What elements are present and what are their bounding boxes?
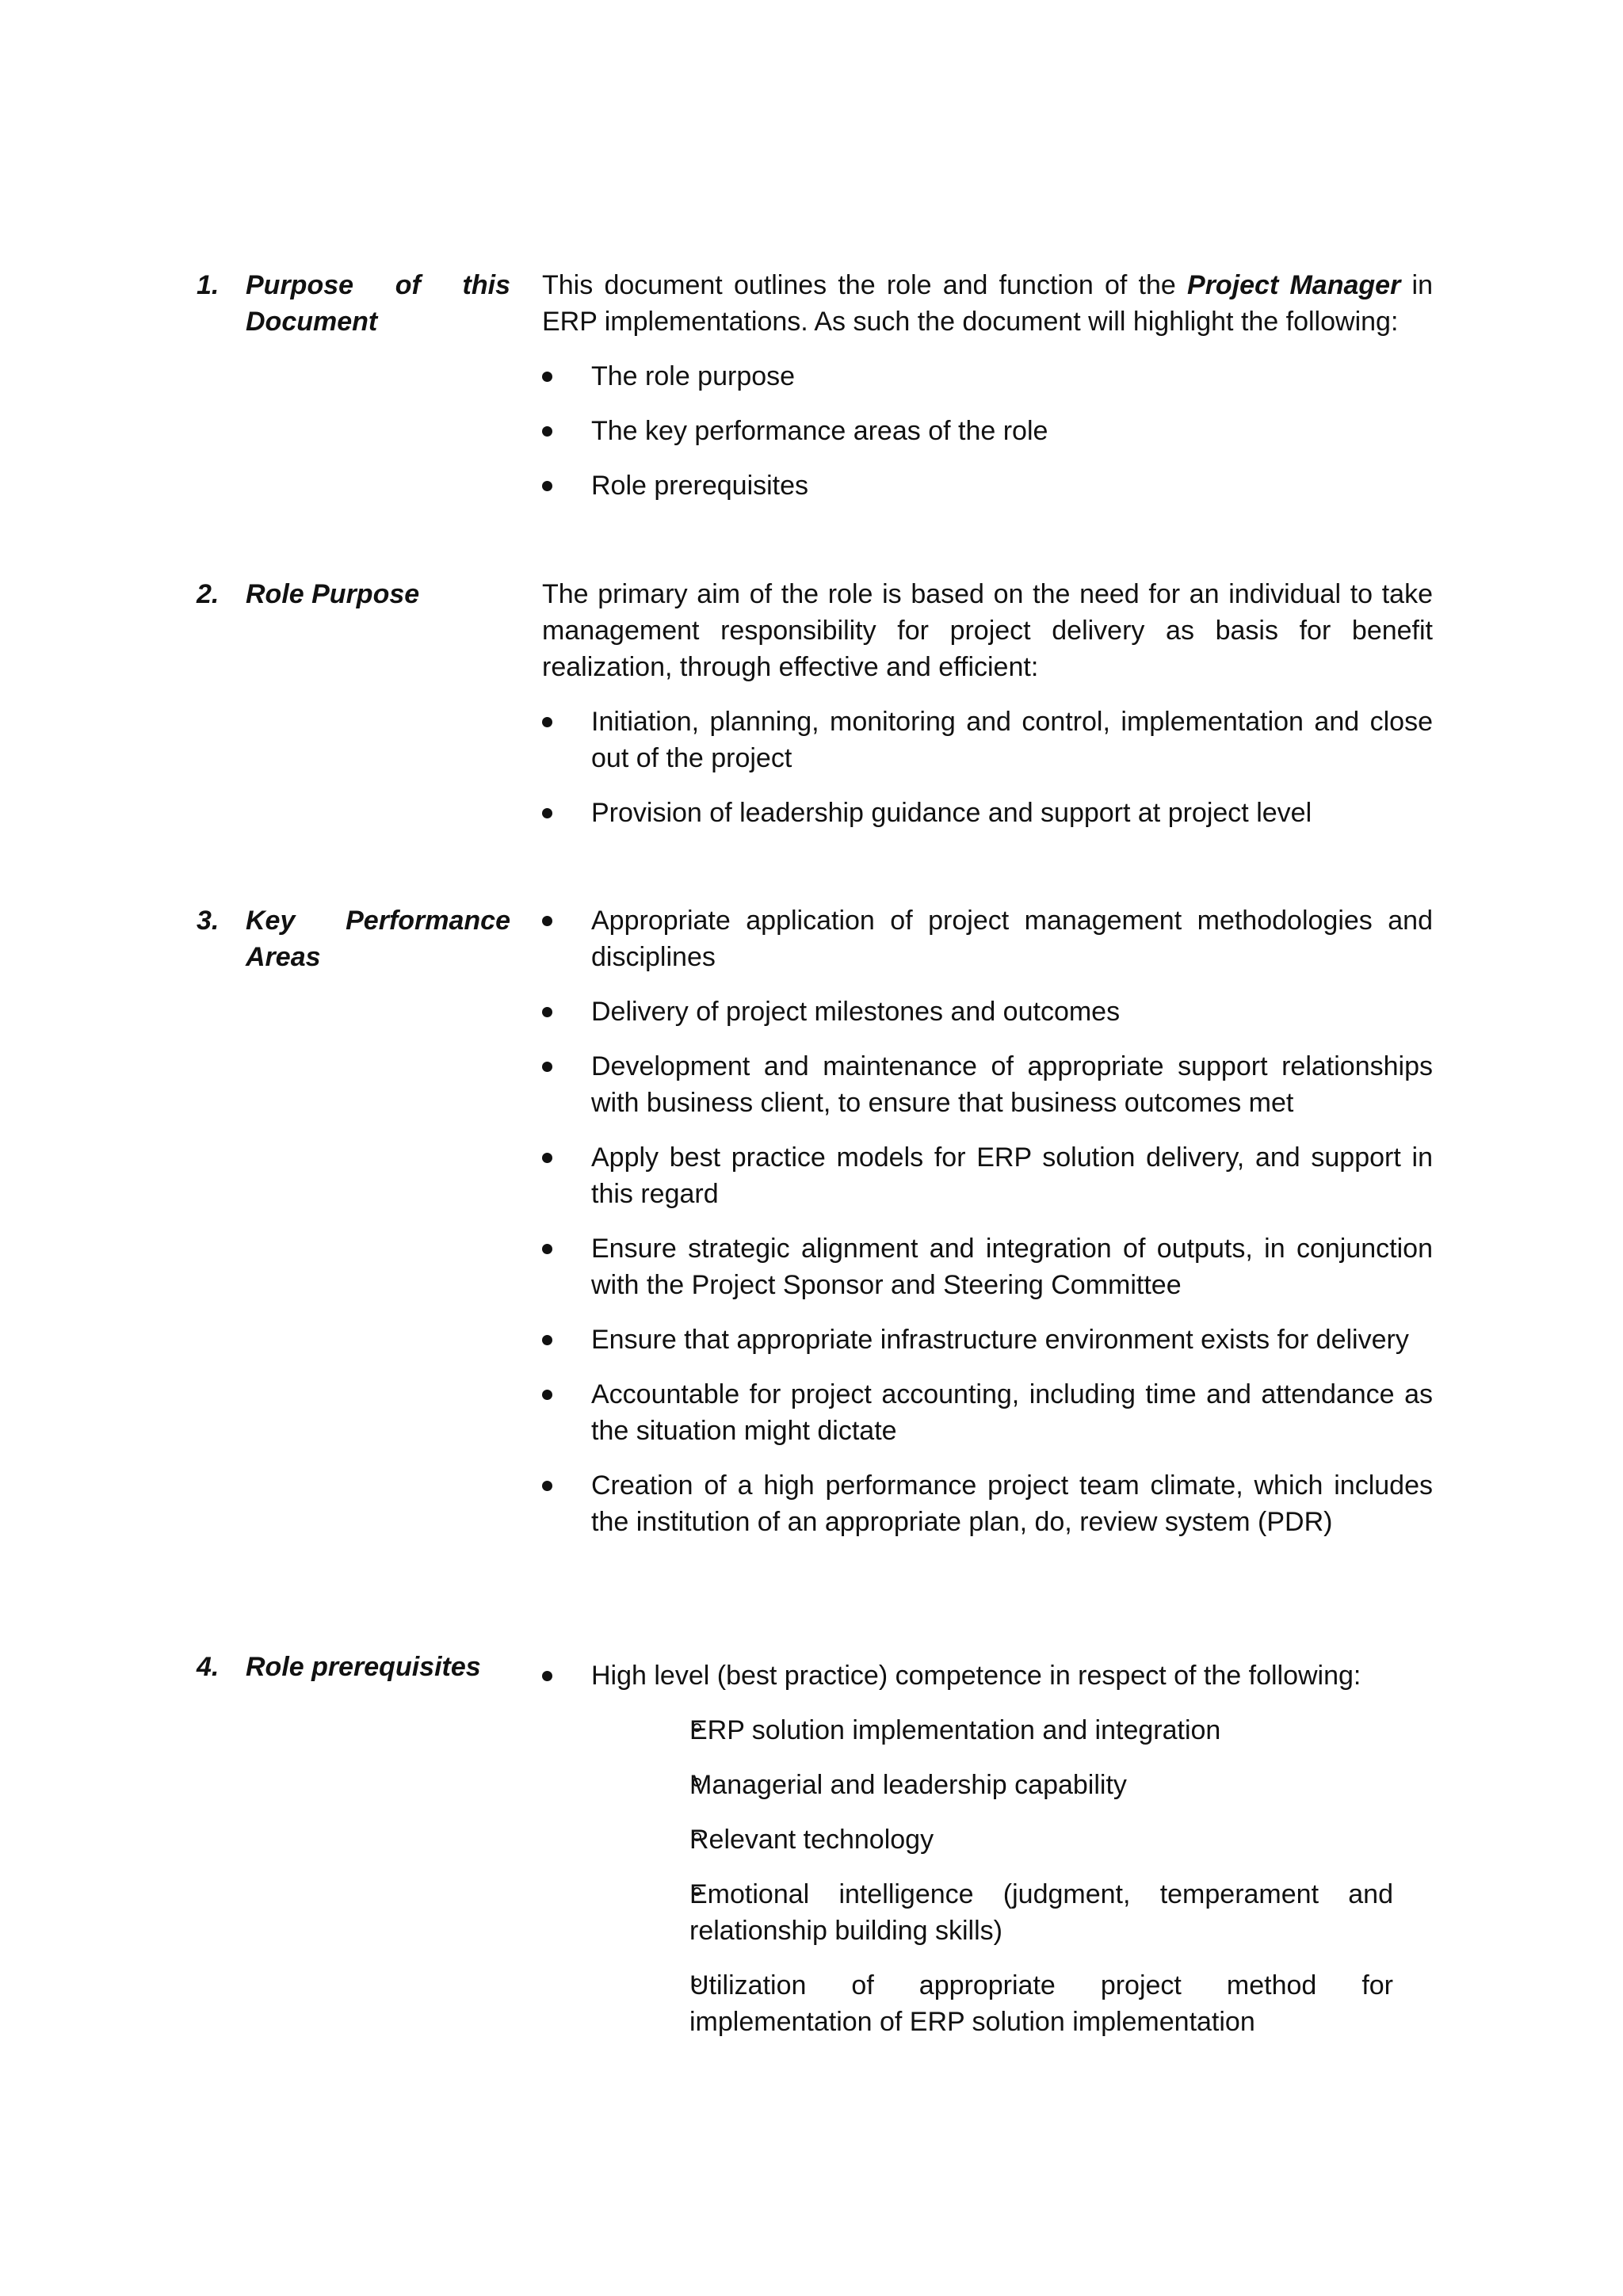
section-body: [542, 902, 1433, 1540]
bullet-icon: [542, 1007, 552, 1017]
bullet-icon: [542, 1481, 552, 1491]
bullet-icon: [542, 1153, 552, 1163]
section-number: 4.: [197, 1652, 220, 1682]
sub-bullet-list: [591, 1712, 1393, 2040]
sub-list-item: [591, 1767, 1393, 1803]
list-item: [542, 467, 1433, 504]
section-heading: [197, 1649, 510, 1685]
list-item-text: High level (best practice) competence in respect of the following:: [591, 1661, 1361, 1691]
list-item-text: The role purpose: [591, 361, 796, 391]
list-item: [542, 1048, 1433, 1121]
sub-list-item-text: Utilization of appropriate project method for implementation of ERP solution implementation: [689, 1970, 1393, 2037]
list-item: [542, 795, 1433, 831]
intro-paragraph: [542, 267, 1433, 340]
list-item-text: Delivery of project milestones and outcomes: [591, 997, 1121, 1027]
bullet-list: [542, 1657, 1433, 1694]
sub-list-item: [591, 1821, 1393, 1858]
bullet-list: [542, 902, 1433, 1540]
list-item: [542, 704, 1433, 776]
circle-bullet-icon: [693, 1833, 701, 1841]
project-manager-emphasis: Project Manager: [1187, 270, 1401, 300]
circle-bullet-icon: [693, 1778, 701, 1787]
list-item: [542, 1322, 1433, 1358]
sub-list-item-text: Relevant technology: [689, 1825, 934, 1855]
list-item-text: Development and maintenance of appropriate support relationships with business client, to ensure that business outcomes met: [591, 1051, 1433, 1118]
intro-text-before: This document outlines the role and function of the: [542, 270, 1188, 300]
list-item-text: The key performance areas of the role: [591, 416, 1048, 446]
sub-list-item: [591, 1712, 1393, 1749]
list-item-text: Accountable for project accounting, including time and attendance as the situation might dictate: [591, 1379, 1433, 1446]
bullet-icon: [542, 1335, 552, 1345]
intro-paragraph: The primary aim of the role is based on the need for an individual to take management responsibility for project delivery as basis for benefit realization, through effective and efficient:: [542, 579, 1433, 682]
circle-bullet-icon: [693, 1723, 701, 1732]
bullet-icon: [542, 717, 552, 727]
sub-list-item: [591, 1967, 1393, 2040]
list-item: [542, 1376, 1433, 1449]
bullet-icon: [542, 916, 552, 926]
bullet-icon: [542, 372, 552, 382]
bullet-icon: [542, 1062, 552, 1072]
list-item: [542, 1139, 1433, 1212]
circle-bullet-icon: [693, 1887, 701, 1896]
list-item-text: Creation of a high performance project team climate, which includes the institution of an appropriate plan, do, review system (PDR): [591, 1470, 1433, 1537]
bullet-list: [542, 358, 1433, 504]
section-number: 1.: [197, 270, 220, 300]
sub-list-item-text: Emotional intelligence (judgment, temperament and relationship building skills): [689, 1879, 1393, 1946]
section-title: Role Purpose: [246, 579, 420, 609]
list-item: [542, 358, 1433, 395]
list-item-text: Role prerequisites: [591, 471, 809, 501]
list-item: [542, 413, 1433, 449]
bullet-icon: [542, 426, 552, 437]
list-item-text: Apply best practice models for ERP solution delivery, and support in this regard: [591, 1142, 1433, 1209]
bullet-icon: [542, 1244, 552, 1254]
section-body: [542, 1657, 1433, 2040]
list-item-text: Ensure that appropriate infrastructure environment exists for delivery: [591, 1325, 1409, 1355]
list-item-text: Initiation, planning, monitoring and control, implementation and close out of the project: [591, 707, 1433, 773]
bullet-icon: [542, 1671, 552, 1681]
list-item: [542, 994, 1433, 1030]
list-item-text: Provision of leadership guidance and support at project level: [591, 798, 1312, 828]
list-item-text: Ensure strategic alignment and integration of outputs, in conjunction with the Project Sponsor and Steering Committee: [591, 1234, 1433, 1300]
section-number: 2.: [197, 579, 220, 609]
intro-text-after: in ERP implementations. As such the document will highlight the following:: [542, 270, 1433, 337]
sub-list-item: [591, 1876, 1393, 1949]
sub-list-item-text: ERP solution implementation and integration: [689, 1715, 1221, 1745]
bullet-icon: [542, 808, 552, 818]
section-title: Purpose of this Document: [246, 270, 510, 337]
section-body: [542, 576, 1433, 831]
list-item: [542, 1230, 1433, 1303]
section-title: Role prerequisites: [246, 1652, 481, 1682]
circle-bullet-icon: [693, 1978, 701, 1987]
section-heading: [197, 267, 510, 340]
section-number: 3.: [197, 906, 220, 936]
sub-list-item-text: Managerial and leadership capability: [689, 1770, 1127, 1800]
bullet-icon: [542, 481, 552, 491]
bullet-list: [542, 704, 1433, 831]
section-heading: [197, 902, 510, 975]
bullet-icon: [542, 1390, 552, 1400]
list-item: [542, 1657, 1433, 1694]
list-item: [542, 1467, 1433, 1540]
section-title: Key Performance Areas: [246, 906, 510, 972]
section-body: [542, 267, 1433, 504]
section-heading: [197, 576, 510, 612]
list-item: [542, 902, 1433, 975]
list-item-text: Appropriate application of project management methodologies and disciplines: [591, 906, 1433, 972]
